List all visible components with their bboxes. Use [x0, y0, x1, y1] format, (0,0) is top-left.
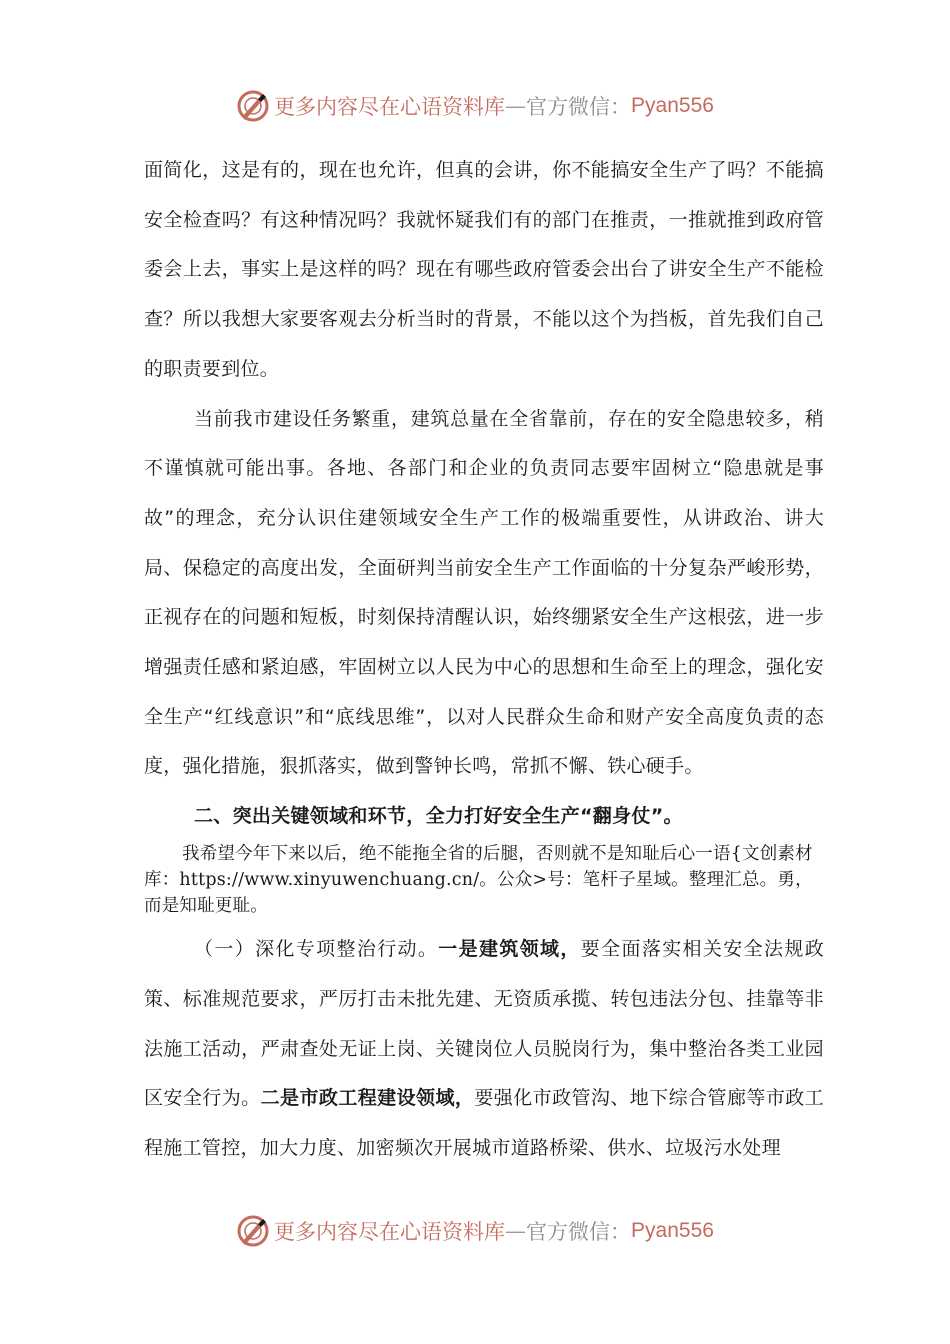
banner-wechat-id: Pyan556 [631, 94, 714, 117]
pen-logo-icon [236, 89, 270, 123]
document-body [144, 146, 824, 1174]
footer-banner [0, 1211, 950, 1251]
p3-text-1: 要全面落实相关安全法规政策、标准规范要求，严厉打击未批先建、无资质承揽、转包违法分包、挂靠等非法施工活动，严肃查处无证上岗、关键岗位人员脱岗行为，集中整治各类工业园区安全行为。 [144, 938, 824, 1110]
paragraph-2: 当前我市建设任务繁重，建筑总量在全省靠前，存在的安全隐患较多，稍不谨慎就可能出事。各地、各部门和企业的负责同志要牢固树立“隐患就是事故”的理念，充分认识住建领域安全生产工作的极端重要性，从讲政治、讲大局、保稳定的高度出发，全面研判当前安全生产工作面临的十分复杂严峻形势，正视存在的问题和短板，时刻保持清醒认识，始终绷紧安全生产这根弦，进一步增强责任感和紧迫感，牢固树立以人民为中心的思想和生命至上的理念，强化安全生产“红线意识”和“底线思维”，以对人民群众生命和财产安全高度负责的态度，强化措施，狠抓落实，做到警钟长鸣，常抓不懈、铁心硬手。 [144, 407, 824, 778]
banner-separator: — [505, 1219, 527, 1243]
banner-separator: — [505, 94, 527, 118]
section-heading-2: 二、突出关键领域和环节，全力打好安全生产“翻身仗”。 [194, 805, 683, 828]
p3-text-2: 要强化市政管沟、地下综合管廊等市政工程施工管控，加大力度、加密频次开展城市道路桥梁、供水、垃圾污水处理 [144, 1087, 824, 1159]
banner-wechat-id: Pyan556 [631, 1219, 714, 1242]
paragraph-1: 面简化，这是有的，现在也允许，但真的会讲，你不能搞安全生产了吗？不能搞安全检查吗？有这种情况吗？我就怀疑我们有的部门在推责，一推就推到政府管委会上去，事实上是这样的吗？现在有哪些政府管委会出台了讲安全生产不能检查？所以我想大家要客观去分析当时的背景，不能以这个为挡板，首先我们自己的职责要到位。 [144, 159, 824, 380]
banner-text: 更多内容尽在心语资料库 [274, 95, 506, 119]
p3-intro: （一）深化专项整治行动。 [194, 938, 439, 961]
inserted-note: 我希望今年下来以后，绝不能拖全省的后腿，否则就不是知耻后心一语{文创素材库：https://www.xinyuwenchuang.cn/。公众>号：笔杆子星域。整理汇总。勇，而是知耻更耻。 [144, 844, 813, 917]
paragraph-3 [144, 925, 824, 1174]
pen-logo-icon [236, 1214, 270, 1248]
p3-bold-2: 二是市政工程建设领域， [260, 1087, 475, 1110]
banner-wechat-label: 官方微信： [526, 95, 632, 119]
p3-bold-1: 一是建筑领域， [438, 938, 581, 961]
banner-wechat-label: 官方微信： [526, 1220, 632, 1244]
banner-text: 更多内容尽在心语资料库 [274, 1220, 506, 1244]
header-banner [0, 86, 950, 126]
